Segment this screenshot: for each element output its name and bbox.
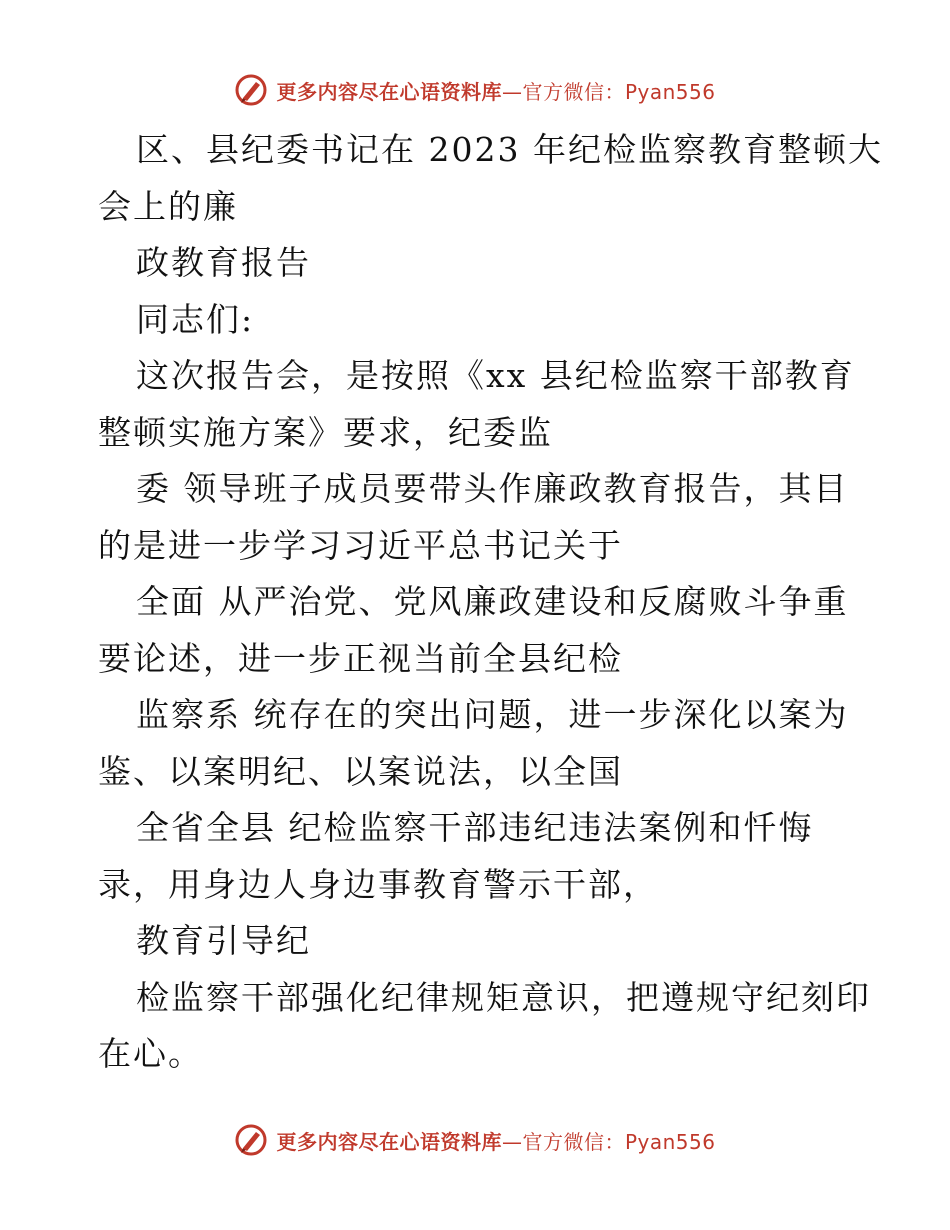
salutation: 同志们: [136, 299, 255, 339]
document-body [98, 122, 888, 1083]
banner-contact-text: 官方微信：Pyan556 [522, 1129, 716, 1154]
footer-banner [0, 1120, 950, 1160]
body-line: 的是进一步学习习近平总书记关于 [98, 525, 623, 565]
title-line: 区、县纪委书记在 2023 年纪检监察教育整顿大 [136, 130, 883, 169]
banner-brand-text: 更多内容尽在心语资料库 [276, 79, 502, 104]
header-banner [0, 70, 950, 110]
body-line: 全省全县 纪检监察干部违纪违法案例和忏悔 [136, 808, 814, 847]
banner-separator: — [501, 1129, 523, 1154]
body-line: 监察系 统存在的突出问题，进一步深化以案为 [136, 695, 849, 734]
banner-separator: — [501, 79, 523, 104]
banner-text [276, 76, 715, 105]
body-line: 要论述，进一步正视当前全县纪检 [98, 638, 623, 678]
body-line: 委 领导班子成员要带头作廉政教育报告，其目 [136, 469, 849, 508]
title-line: 政教育报告 [136, 243, 311, 282]
banner-text [276, 1126, 715, 1155]
red-pen-circle-logo-icon [234, 73, 268, 107]
body-line: 全面 从严治党、党风廉政建设和反腐败斗争重 [136, 582, 849, 621]
body-line: 在心。 [98, 1034, 203, 1073]
body-line: 这次报告会，是按照《xx 县纪检监察干部教育 [136, 356, 855, 395]
title-line: 会上的廉 [98, 186, 238, 226]
red-pen-circle-logo-icon [234, 1123, 268, 1157]
banner-contact-text: 官方微信：Pyan556 [522, 79, 716, 104]
body-line: 教育引导纪 [136, 921, 311, 960]
body-line: 鉴、以案明纪、以案说法，以全国 [98, 751, 623, 791]
body-line: 整顿实施方案》要求，纪委监 [98, 412, 553, 452]
body-line: 录，用身边人身边事教育警示干部， [98, 864, 658, 904]
body-line: 检监察干部强化纪律规矩意识，把遵规守纪刻印 [136, 977, 871, 1017]
banner-brand-text: 更多内容尽在心语资料库 [276, 1129, 502, 1154]
